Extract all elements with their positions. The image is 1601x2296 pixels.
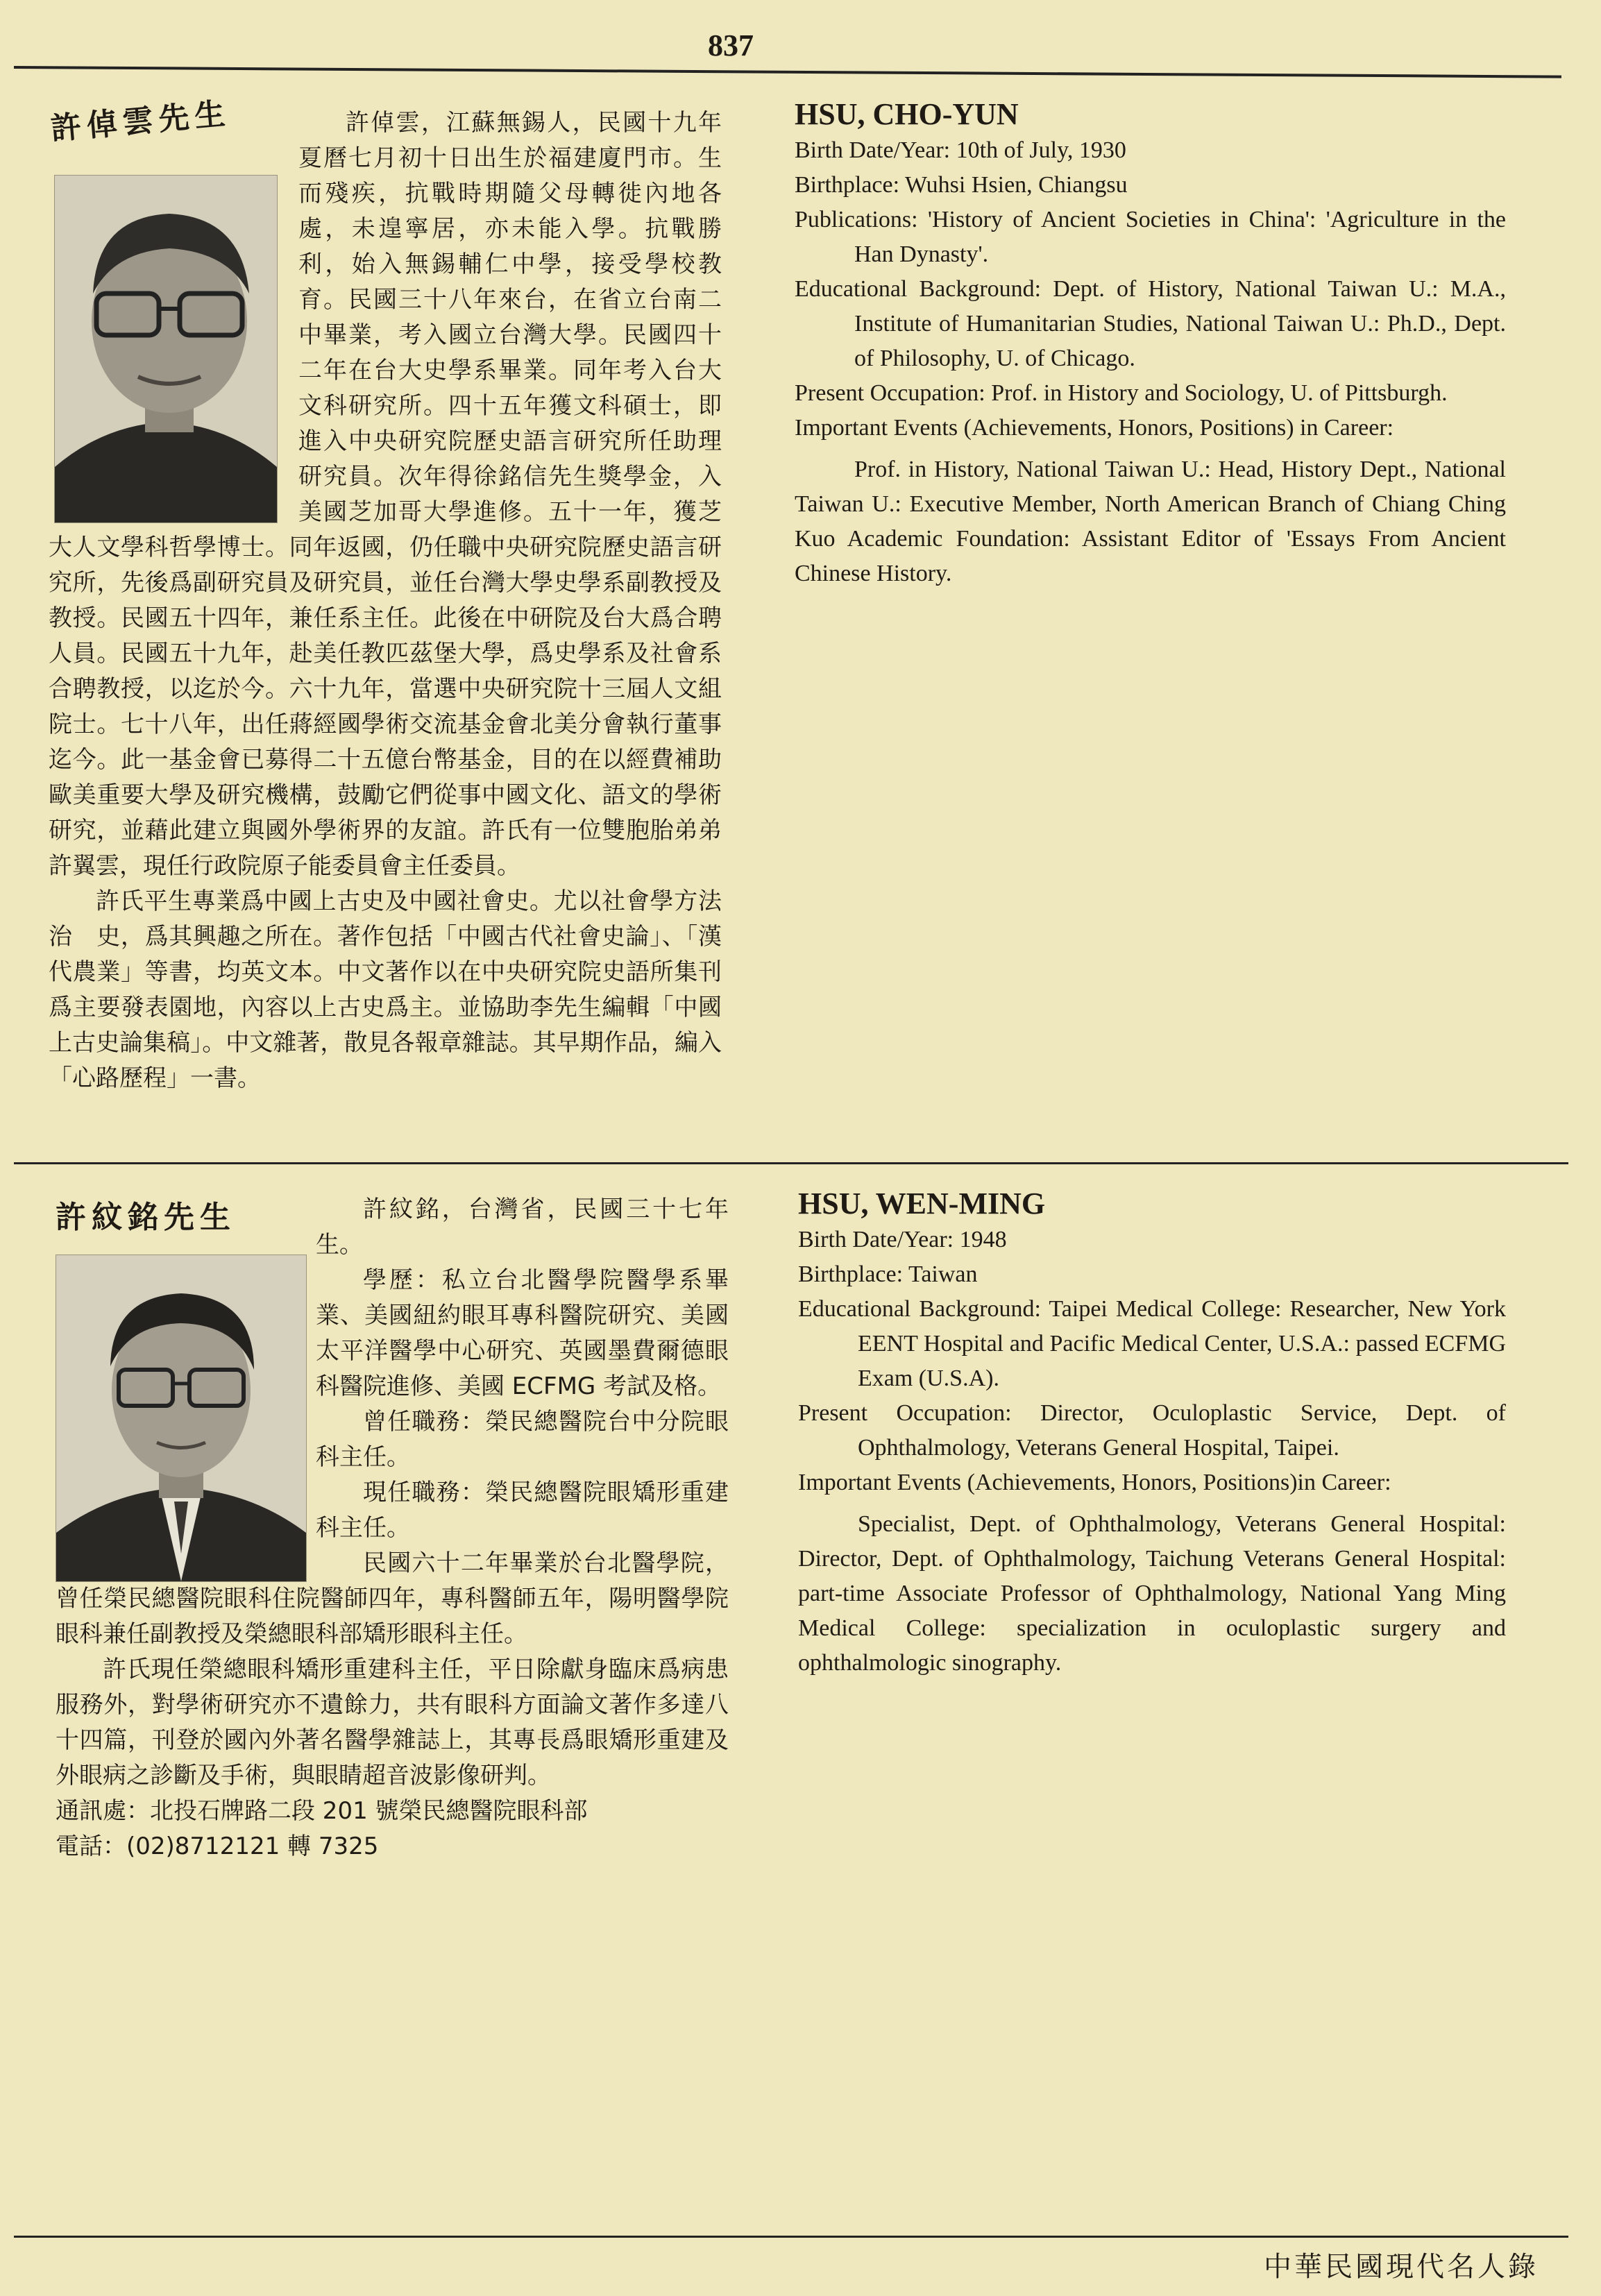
entry2-cn-education: 學歷：私立台北醫學院醫學系畢業、美國紐約眼耳專科醫院研究、美國太平洋醫學中心研究、英國墨費爾德眼科醫院進修、美國 ECFMG 考試及格。 bbox=[316, 1266, 729, 1400]
entry1-en-name: HSU, CHO-YUN bbox=[795, 97, 1019, 131]
entry2-birth-date: Birth Date/Year: 1948 bbox=[798, 1227, 1007, 1252]
entry1-occupation: Present Occupation: Prof. in History and Sociology, U. of Pittsburgh. bbox=[795, 380, 1448, 406]
entry1-cn-name: 許倬雲先生 bbox=[49, 96, 232, 147]
entry2-occupation: Present Occupation: Director, Oculoplastic Service, Dept. of Ophthalmology, Veterans General Hospital, Taipei. bbox=[798, 1400, 1506, 1461]
entry1-career: Prof. in History, National Taiwan U.: Head, History Dept., National Taiwan U.: Executive Member, North American Branch of Chiang Ching Kuo Academic Foundation: Assistant Editor of 'Essays From Ancient Chinese History. bbox=[795, 457, 1506, 586]
header-rule bbox=[14, 66, 1561, 78]
entry1-en-column bbox=[795, 97, 1506, 591]
entry2-cn-specialty: 許氏現任榮總眼科矯形重建科主任，平日除獻身臨床爲病患服務外，對學術研究亦不遺餘力，共有眼科方面論文著作多達八十四篇，刊登於國內外著名醫學雜誌上，其專長爲眼矯形重建及外眼病之診斷及手術，與眼睛超音波影像研判。 bbox=[56, 1656, 729, 1789]
page-number: 837 bbox=[708, 28, 754, 62]
entry2-education: Educational Background: Taipei Medical College: Researcher, New York EENT Hospital and Pacific Medical Center, U.S.A.: passed ECFMG Exam (U.S.A). bbox=[798, 1296, 1506, 1391]
entry2-cn-phone: 電話：(02)8712121 轉 7325 bbox=[56, 1832, 379, 1860]
entry1-birthplace: Birthplace: Wuhsi Hsien, Chiangsu bbox=[795, 172, 1128, 198]
entry1-cn-biography bbox=[49, 105, 722, 1096]
entry2-cn-career: 民國六十二年畢業於台北醫學院，曾任榮民總醫院眼科住院醫師四年，專科醫師五年，陽明醫學院眼科兼任副教授及榮總眼科部矯形眼科主任。 bbox=[56, 1549, 729, 1648]
entry1-cn-paragraph-1: 許倬雲，江蘇無錫人，民國十九年夏曆七月初十日出生於福建廈門市。生而殘疾，抗戰時期隨父母轉徙內地各處，未遑寧居，亦未能入學。抗戰勝利，始入無錫輔仁中學，接受學校教育。民國三十八年來台，在省立台南二中畢業，考入國立台灣大學。民國四十二年在台大史學系畢業。同年考入台大文科研究所。四十五年獲文科碩士，即進入中央研究院歷史語言研究所任助理研究員。次年得徐銘信先生獎學金，入美國芝加哥大學進修。五十一年，獲芝大人文學科哲學博士。同年返國，仍任職中央研究院歷史語言研究所，先後爲副研究員及研究員，並任台灣大學史學系副教授及教授。民國五十四年，兼任系主任。此後在中研院及台大爲合聘人員。民國五十九年，赴美任教匹茲堡大學，爲史學系及社會系合聘教授，以迄於今。六十九年，當選中央研究院十三屆人文組院士。七十八年，出任蔣經國學術交流基金會北美分會執行董事迄今。此一基金會已募得二十五億台幣基金，目的在以經費補助歐美重要大學及研究機構，鼓勵它們從事中國文化、語文的學術研究，並藉此建立與國外學術界的友誼。許氏有一位雙胞胎弟弟許翼雲，現任行政院原子能委員會主任委員。 bbox=[49, 109, 722, 880]
entry1-publications: Publications: 'History of Ancient Societies in China': 'Agriculture in the Han Dynasty'. bbox=[795, 207, 1506, 267]
entry1-birth-date: Birth Date/Year: 10th of July, 1930 bbox=[795, 137, 1126, 163]
entry2-cn-address: 通訊處：北投石牌路二段 201 號榮民總醫院眼科部 bbox=[56, 1797, 588, 1825]
entry2-cn-biography bbox=[56, 1192, 729, 1864]
entry1-education: Educational Background: Dept. of History, National Taiwan U.: M.A., Institute of Humanitarian Studies, National Taiwan U.: Ph.D., Dept. of Philosophy, U. of Chicago. bbox=[795, 276, 1506, 371]
entry2-events-heading: Important Events (Achievements, Honors, Positions)in Career: bbox=[798, 1470, 1391, 1495]
entry2-en-name: HSU, WEN-MING bbox=[798, 1187, 1046, 1221]
footer-rule bbox=[14, 2236, 1568, 2238]
entry2-birthplace: Birthplace: Taiwan bbox=[798, 1261, 978, 1287]
entry2-cn-name: 許紋銘先生 bbox=[56, 1200, 236, 1235]
entry2-career: Specialist, Dept. of Ophthalmology, Veterans General Hospital: Director, Dept. of Ophthalmology, Taichung Veterans General Hospital: part-time Associate Professor of Ophthalmology, National Yang Ming Medical College: specialization in oculoplastic surgery and ophthalmologic sinography. bbox=[798, 1511, 1506, 1676]
entry2-cn-previous-position: 曾任職務：榮民總醫院台中分院眼科主任。 bbox=[316, 1408, 729, 1471]
entry2-en-column bbox=[798, 1187, 1506, 1681]
entry2-cn-intro: 許紋銘，台灣省，民國三十七年生。 bbox=[316, 1196, 729, 1259]
entry1-cn-paragraph-2: 許氏平生專業爲中國上古史及中國社會史。尤以社會學方法治 史，爲其興趣之所在。著作包括「中國古代社會史論」、「漢代農業」等書，均英文本。中文著作以在中央研究院史語所集刊爲主要發表園地，內容以上古史爲主。並協助李先生編輯「中國上古史論集稿」。中文雜著，散見各報章雜誌。其早期作品，編入「心路歷程」一書。 bbox=[49, 887, 722, 1092]
entry1-events-heading: Important Events (Achievements, Honors, Positions) in Career: bbox=[795, 415, 1394, 441]
section-divider bbox=[14, 1162, 1568, 1164]
entry2-cn-current-position: 現任職務：榮民總醫院眼矯形重建科主任。 bbox=[316, 1479, 729, 1542]
footer-book-title: 中華民國現代名人錄 bbox=[1264, 2251, 1539, 2283]
